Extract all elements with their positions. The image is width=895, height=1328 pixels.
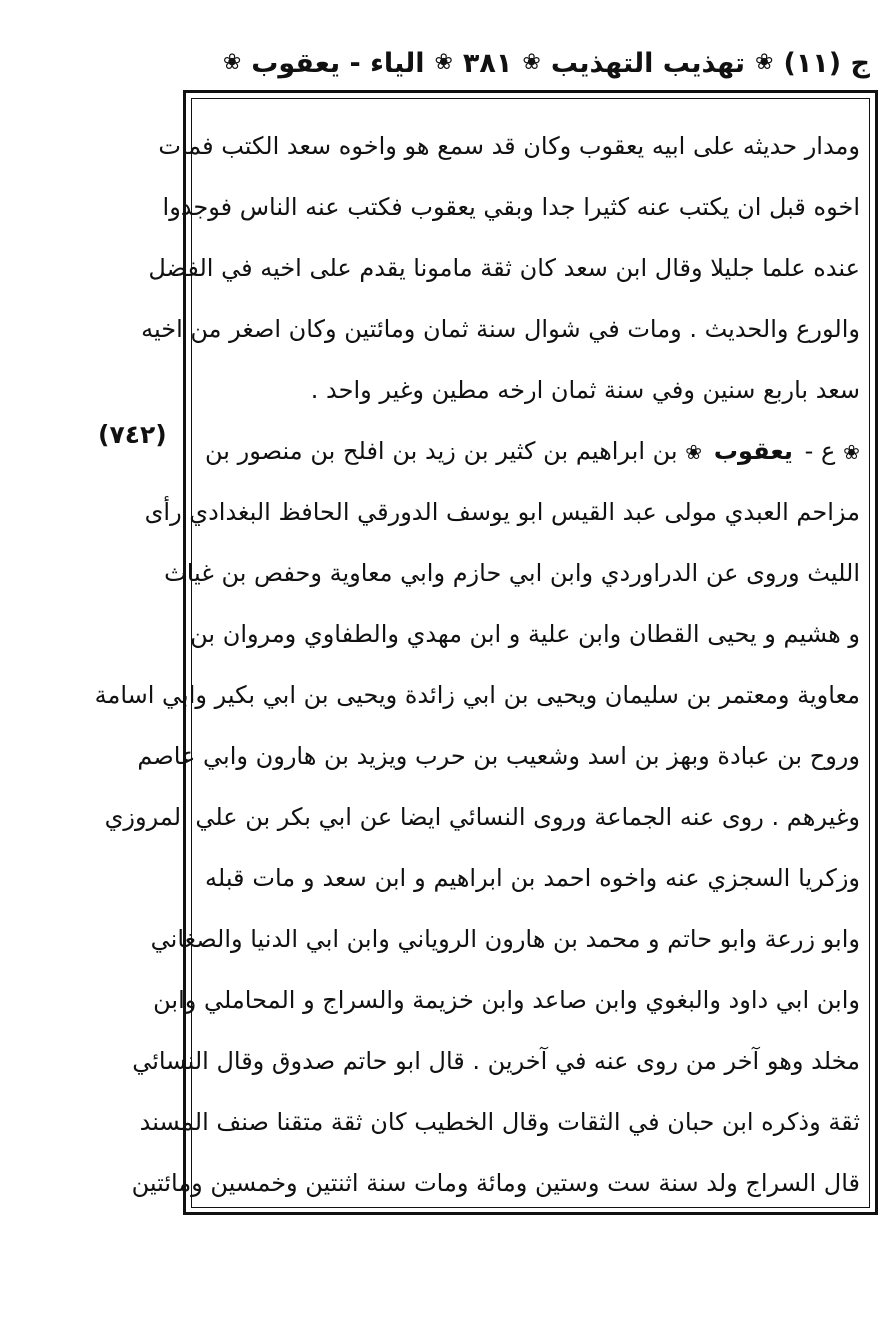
text-line: وابن ابي داود والبغوي وابن صاعد وابن خزيمة والسراج و المحاملي وابن — [153, 986, 860, 1014]
text-line: وروح بن عبادة وبهز بن اسد وشعيب بن حرب ويزيد بن هارون وابي عاصم — [137, 742, 860, 770]
text-line: مخلد وهو آخر من روى عنه في آخرين . قال ابو حاتم صدوق وقال النسائي — [132, 1047, 860, 1075]
text-line: ثقة وذكره ابن حبان في الثقات وقال الخطيب كان ثقة متقنا صنف المسند — [139, 1108, 860, 1136]
page-number: ٣٨١ — [462, 47, 513, 79]
section-title: الياء - يعقوب — [251, 47, 425, 79]
entry-number: (٧٤٢) — [98, 420, 167, 449]
text-line: وغيرهم . روى عنه الجماعة وروى النسائي ايضا عن ابي بكر بن علي المروزي — [104, 803, 860, 831]
text-line: الليث وروى عن الدراوردي وابن ابي حازم وابي معاوية وحفص بن غياث — [164, 559, 860, 587]
text-line: و هشيم و يحيى القطان وابن علية و ابن مهدي والطفاوي ومروان بن — [190, 620, 860, 648]
text-line: قال السراج ولد سنة ست وستين ومائة ومات سنة اثنتين وخمسين ومائتين — [131, 1169, 860, 1197]
book-title: تهذيب التهذيب — [550, 47, 746, 79]
text-line: عنده علما جليلا وقال ابن سعد كان ثقة مامونا يقدم على اخيه في الفضل — [148, 254, 860, 282]
text-line: وابو زرعة وابو حاتم و محمد بن هارون الروياني وابن ابي الدنيا والصغاني — [150, 925, 860, 953]
flower-ornament-icon: ❀ — [222, 50, 242, 75]
entry-text: بن ابراهيم بن كثير بن زيد بن افلح بن منصور بن — [205, 437, 678, 465]
flower-ornament-icon: ❀ — [685, 440, 703, 464]
text-line: مزاحم العبدي مولى عبد القيس ابو يوسف الدورقي الحافظ البغدادي رأى — [144, 498, 860, 526]
flower-ornament-icon: ❀ — [843, 440, 860, 464]
text-line: والورع والحديث . ومات في شوال سنة ثمان ومائتين وكان اصغر من اخيه — [141, 315, 860, 343]
entry-heading-line: ❀ ع - يعقوب ❀ بن ابراهيم بن كثير بن زيد بن افلح بن منصور بن — [205, 437, 860, 465]
text-line: وزكريا السجزي عنه واخوه احمد بن ابراهيم و ابن سعد و مات قبله — [205, 864, 860, 892]
flower-ornament-icon: ❀ — [755, 50, 774, 75]
text-line: اخوه قبل ان يكتب عنه كثيرا جدا وبقي يعقوب فكتب عنه الناس فوجدوا — [162, 193, 860, 221]
flower-ornament-icon: ❀ — [522, 50, 541, 75]
volume-label: ج (١١) — [783, 47, 870, 79]
text-line: سعد باربع سنين وفي سنة ثمان ارخه مطين وغير واحد . — [310, 376, 860, 404]
text-line: ومدار حديثه على ابيه يعقوب وكان قد سمع هو واخوه سعد الكتب فمات — [158, 132, 860, 160]
entry-name: يعقوب — [713, 437, 793, 465]
text-line: معاوية ومعتمر بن سليمان ويحيى بن ابي زائدة ويحيى بن ابي بكير وابي اسامة — [94, 681, 860, 709]
page-header — [150, 38, 870, 88]
flower-ornament-icon: ❀ — [434, 50, 453, 75]
entry-code: ع — [821, 437, 836, 465]
